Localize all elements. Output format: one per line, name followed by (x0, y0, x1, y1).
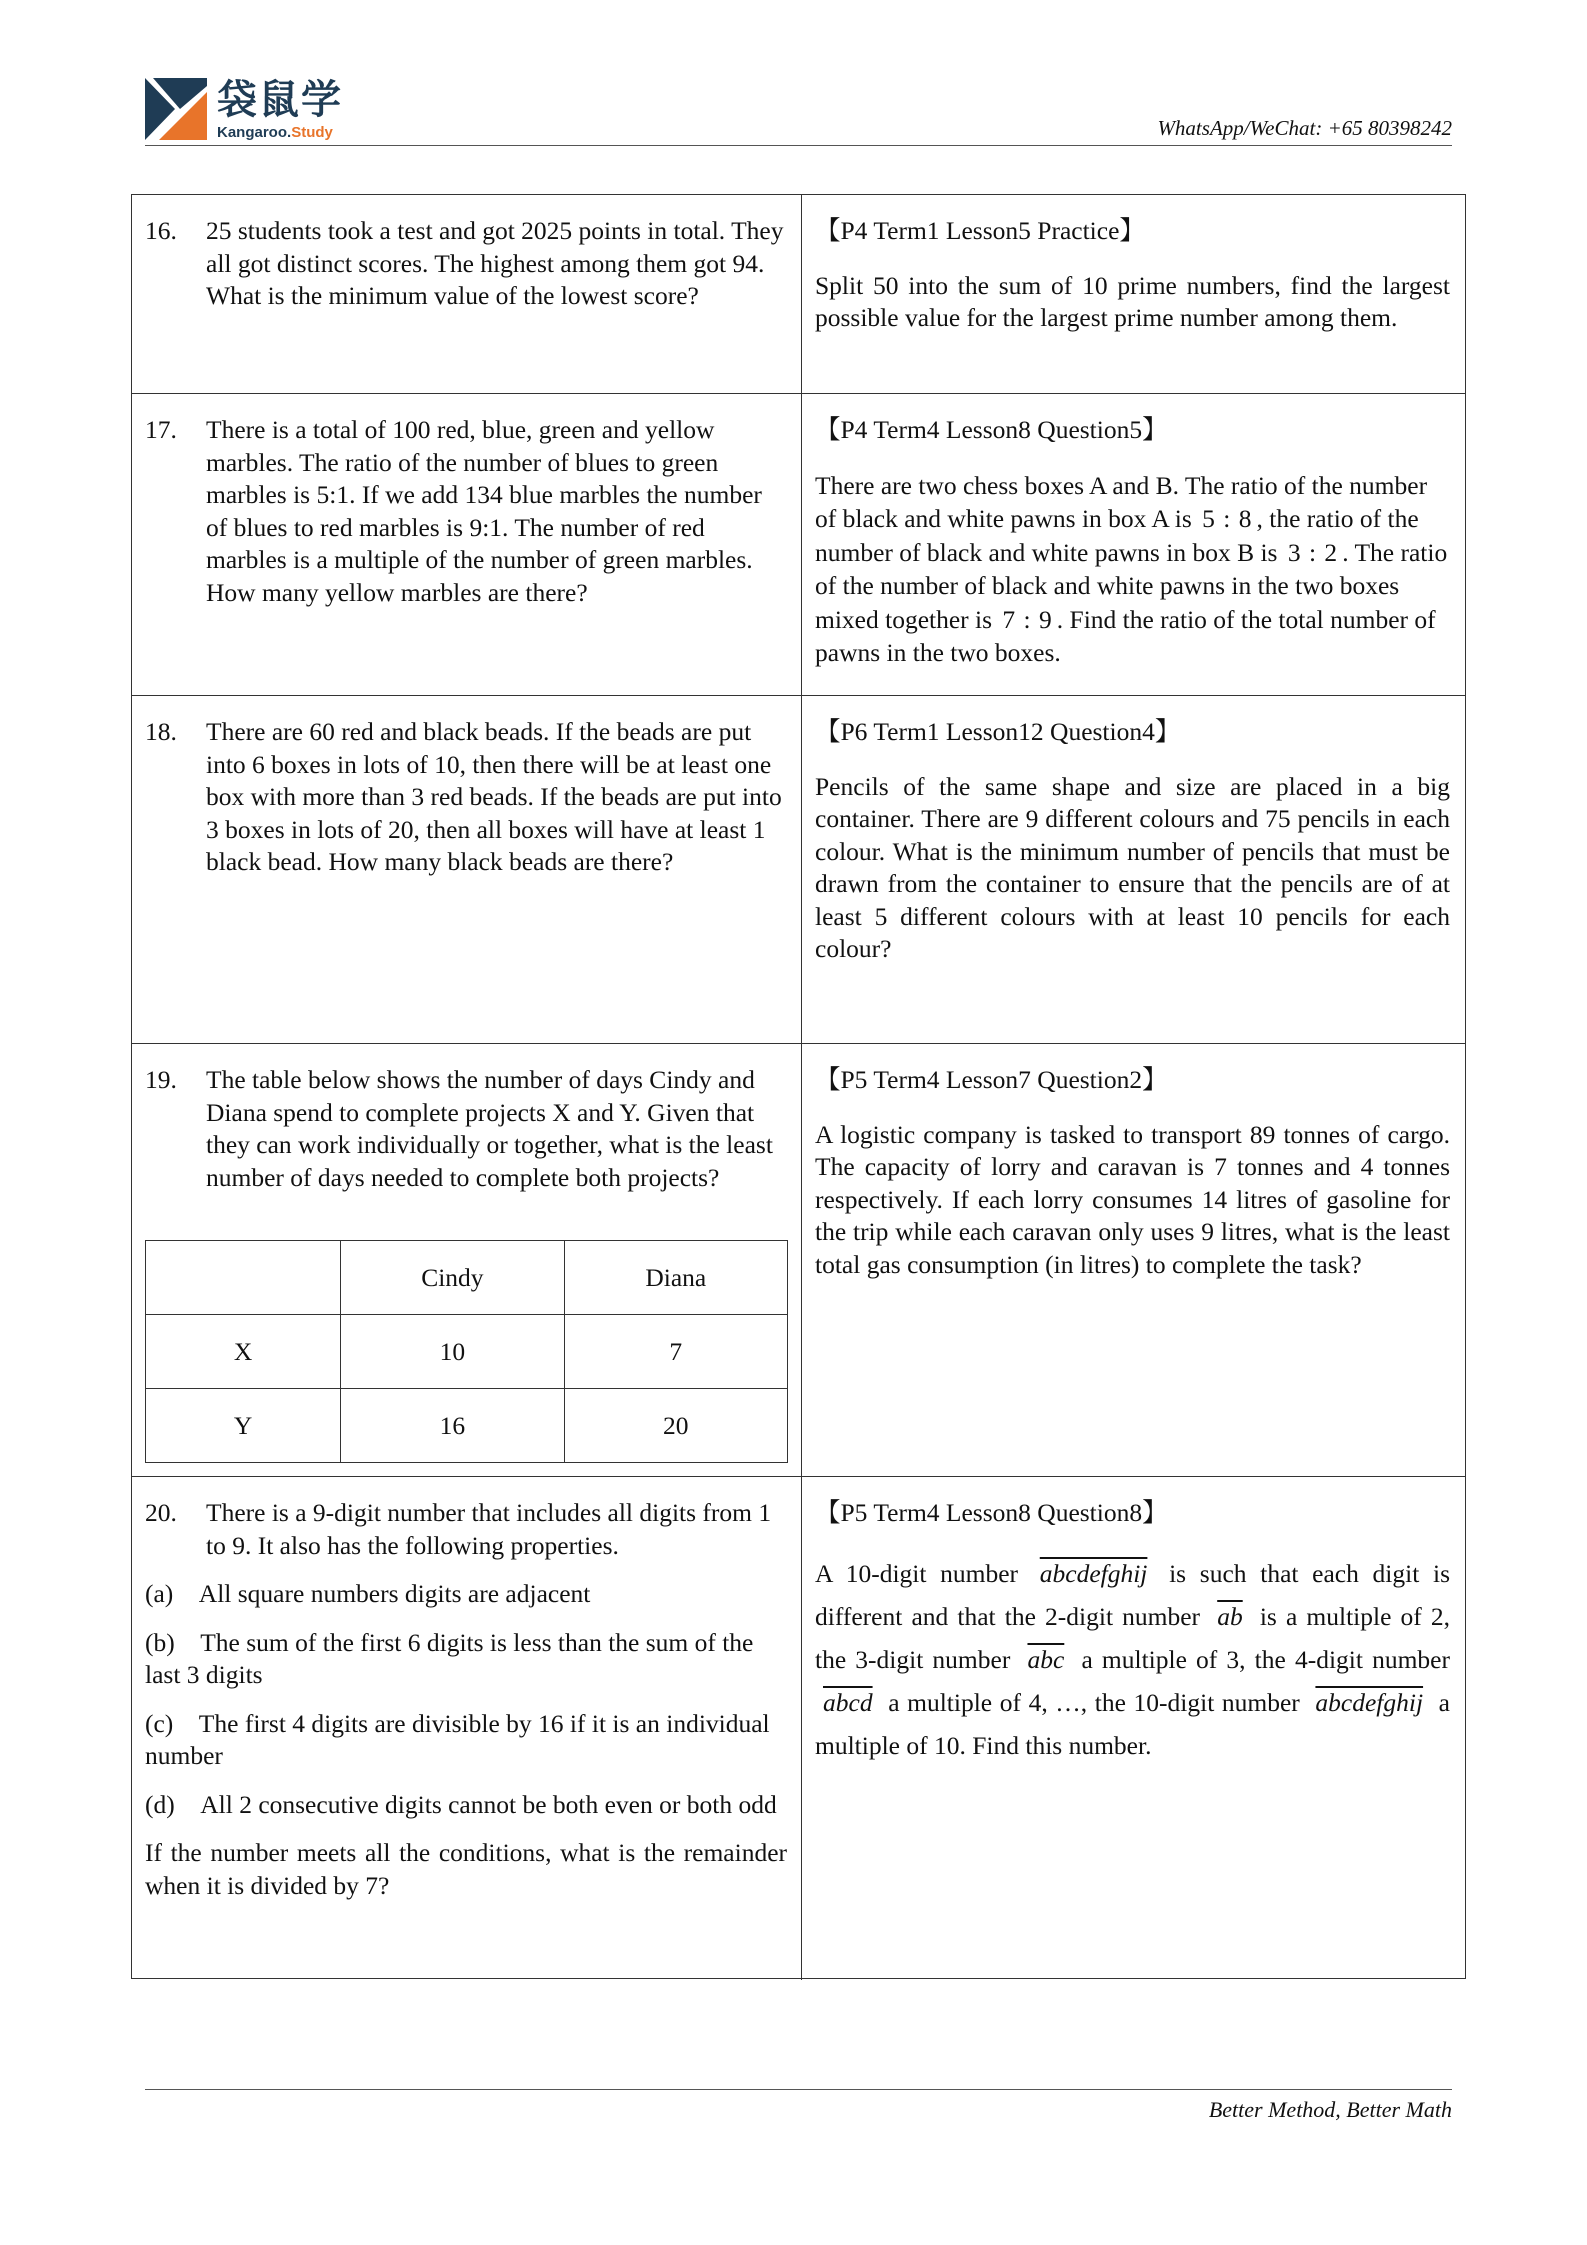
practice-text-part: a multiple of 10. Find this number. (815, 1687, 1450, 1760)
condition-c: (c) The first 4 digits are divisible by 16 if it is an individual number (145, 1708, 770, 1770)
practice-cell (802, 394, 1464, 695)
question-text (145, 716, 787, 879)
logo-english-main: Kangaroo. (217, 124, 292, 141)
practice-text-part: . Find the ratio of the total number of pawns in the two boxes. (815, 604, 1436, 667)
days-table-cell: 10 (341, 1315, 564, 1389)
days-table-row (146, 1315, 788, 1389)
ratio-value: 3 : 2 (1287, 537, 1339, 567)
number-notation: $\overline{abc}$ (1027, 1644, 1065, 1674)
practice-text-part: There are two chess boxes A and B. The ratio of the number of black and white pawns in box A is (815, 470, 1428, 533)
lesson-reference: 【P5 Term4 Lesson7 Question2】 (815, 1065, 1168, 1094)
ratio-value: 5 : 8 (1202, 504, 1253, 533)
table-row (132, 696, 1465, 1044)
lesson-reference: 【P6 Term1 Lesson12 Question4】 (815, 717, 1181, 746)
brand-logo (145, 72, 355, 146)
table-row (132, 1044, 1465, 1477)
days-table-cell: 20 (564, 1389, 787, 1463)
question-text (145, 215, 787, 313)
number-notation: abcdefghij (1039, 1558, 1148, 1588)
practice-text: Split 50 into the sum of 10 prime numbers, find the largest possible value for the largest prime number among them. (815, 270, 1450, 332)
question-number: 17. (145, 415, 177, 444)
question-number: 19. (145, 1065, 177, 1094)
ratio-value: 7 : 9 (1002, 604, 1053, 634)
practice-text: Pencils of the same shape and size are placed in a big container. There are 9 different colours and 75 pencils in each colour. What is the minimum number of pencils that must be drawn from the container to ensure that the pencils are of at least 5 different colours with at least 10 pencils for each colour? (815, 771, 1450, 963)
practice-cell (802, 696, 1464, 1043)
practice-text-part: A 10-digit number (815, 1558, 1019, 1588)
header-divider (145, 145, 1452, 146)
lesson-reference: 【P4 Term1 Lesson5 Practice】 (815, 216, 1145, 245)
practice-cell (802, 1477, 1464, 1980)
days-table-cell: Y (146, 1389, 341, 1463)
footer-divider (145, 2089, 1452, 2090)
practice-text: A logistic company is tasked to transport 89 tonnes of cargo. The capacity of lorry and caravan is 7 tonnes and 4 tonnes respectively. If each lorry consumes 14 litres of gasoline for the trip while each caravan only uses 9 litres, what is the least total gas consumption (in litres) to complete the task? (815, 1119, 1450, 1279)
days-table-cell: 7 (564, 1315, 787, 1389)
question-text (145, 1497, 787, 1562)
number-notation: abcdefghij (1315, 1687, 1424, 1717)
days-table-row (146, 1389, 788, 1463)
days-table (145, 1240, 788, 1463)
number-notation: abcd (823, 1687, 873, 1717)
days-table-cell: 16 (341, 1389, 564, 1463)
practice-text-part: is such that each digit is different and that the 2-digit number (815, 1558, 1451, 1631)
condition-d: (d) All 2 consecutive digits cannot be both even or both odd (145, 1789, 777, 1819)
number-notation: $\overline{ab}$ (1217, 1601, 1243, 1631)
question-number: 20. (145, 1498, 177, 1527)
question-number: 16. (145, 216, 177, 245)
kangaroo-logo-icon (145, 78, 207, 140)
days-table-header-row (146, 1241, 788, 1315)
practice-text-part: a multiple of 4, …, the 10-digit number (888, 1687, 1300, 1717)
practice-text-part: is a multiple of 2, the 3-digit number (815, 1601, 1451, 1674)
question-body: 25 students took a test and got 2025 points in total. They all got distinct scores. The highest among them got 94. What is the minimum value of the lowest score? (206, 216, 784, 310)
days-table-header: Cindy (341, 1241, 564, 1315)
logo-chinese-text: 袋鼠学 (217, 77, 343, 123)
table-row (132, 195, 1465, 394)
question-cell (132, 696, 802, 1043)
question-body: The table below shows the number of days Cindy and Diana spend to complete projects X and Y. Given that they can work individually or together, what is the least number of days needed to complete both projects? (206, 1065, 773, 1192)
question-cell (132, 394, 802, 695)
question-text (145, 1064, 787, 1194)
condition-a: (a) All square numbers digits are adjacent (145, 1579, 591, 1608)
practice-text (815, 469, 1450, 670)
table-row (132, 394, 1465, 696)
question-body: There is a 9-digit number that includes all digits from 1 to 9. It also has the following properties. (206, 1498, 772, 1560)
practice-text-part: , the ratio of the number of black and white pawns in box B is (815, 504, 1419, 567)
practice-cell (802, 195, 1464, 393)
practice-text-part: . The ratio of the number of black and white pawns in the two boxes mixed together is (815, 537, 1448, 634)
question-cell (132, 1044, 802, 1476)
final-question: If the number meets all the conditions, what is the remainder when it is divided by 7? (145, 1838, 787, 1900)
days-table-cell: X (146, 1315, 341, 1389)
logo-english-accent: Study (291, 124, 333, 141)
practice-text-part: a multiple of 3, the 4-digit number (1081, 1644, 1450, 1674)
lesson-reference: 【P5 Term4 Lesson8 Question8】 (815, 1498, 1168, 1527)
days-table-header (146, 1241, 341, 1315)
condition-b: (b) The sum of the first 6 digits is less than the sum of the last 3 digits (145, 1627, 754, 1689)
logo-english-text (217, 124, 333, 141)
question-number: 18. (145, 717, 177, 746)
question-text (145, 414, 787, 609)
page-header (145, 72, 1452, 146)
table-row (132, 1477, 1465, 1980)
question-cell (132, 195, 802, 393)
question-table (131, 194, 1466, 1979)
days-table-header: Diana (564, 1241, 787, 1315)
question-body: There are 60 red and black beads. If the beads are put into 6 boxes in lots of 10, then there will be at least one box with more than 3 red beads. If the beads are put into 3 boxes in lots of 20, then all boxes will have at least 1 black bead. How many black beads are there? (206, 717, 782, 876)
question-cell (132, 1477, 802, 1980)
question-body: There is a total of 100 red, blue, green and yellow marbles. The ratio of the number of blues to green marbles is 5:1. If we add 134 blue marbles the number of blues to red marbles is 9:1. The number of red marbles is a multiple of the number of green marbles. How many yellow marbles are there? (206, 415, 762, 607)
practice-text (815, 1552, 1450, 1767)
contact-info: WhatsApp/WeChat: +65 80398242 (1157, 116, 1452, 140)
practice-cell (802, 1044, 1464, 1476)
footer-tagline: Better Method, Better Math (1208, 2097, 1452, 2122)
lesson-reference: 【P4 Term4 Lesson8 Question5】 (815, 415, 1168, 444)
